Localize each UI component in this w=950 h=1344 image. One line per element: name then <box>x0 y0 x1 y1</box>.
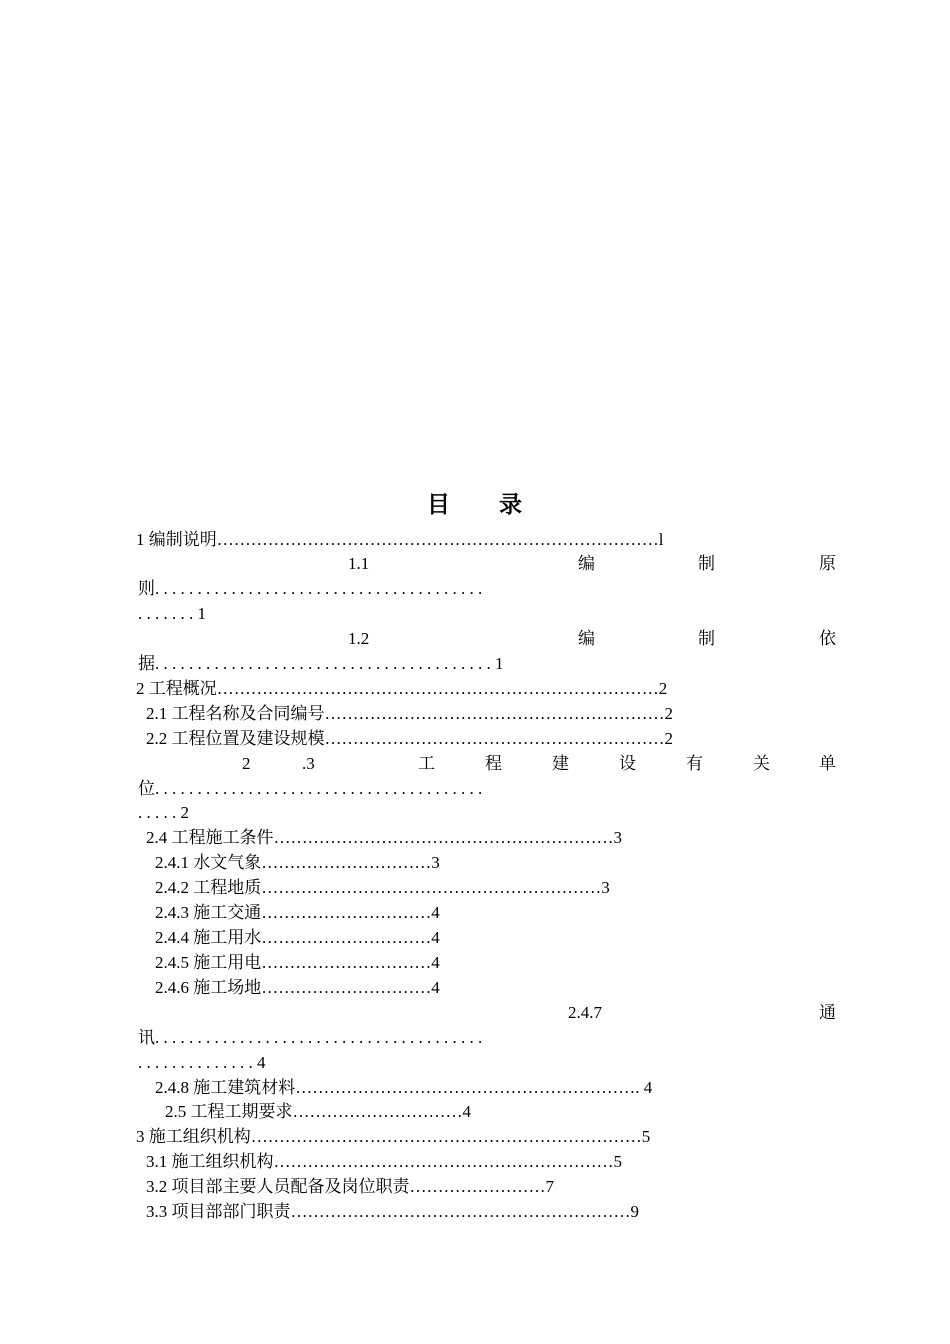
toc-part: 1.1 <box>348 554 370 573</box>
toc-entry-2-3-dots: 位. . . . . . . . . . . . . . . . . . . . . . . . . . . . . . . . . . . . . . . <box>138 779 483 798</box>
toc-part: 建 <box>552 754 569 773</box>
toc-title-char-1: 目 <box>427 492 451 518</box>
toc-part: 编 <box>578 629 595 648</box>
toc-entry-1-1-head[interactable] <box>138 553 838 575</box>
toc-part: 有 <box>686 754 703 773</box>
toc-entry-3-2[interactable]: 3.2 项目部主要人员配备及岗位职责……………………7 <box>146 1177 554 1196</box>
toc-part: 编 <box>578 554 595 573</box>
toc-entry-3-1[interactable]: 3.1 施工组织机构……………………………………………………5 <box>146 1152 622 1171</box>
toc-entry-2-4-5[interactable]: 2.4.5 施工用电…………………………4 <box>155 953 440 972</box>
toc-part: 依 <box>819 629 836 648</box>
toc-entry-2-4-3[interactable]: 2.4.3 施工交通…………………………4 <box>155 903 440 922</box>
toc-part: 1.2 <box>348 629 370 648</box>
toc-entry-2-4-7-head[interactable] <box>138 1002 838 1024</box>
toc-part: 单 <box>819 754 836 773</box>
toc-entry-2-3-head[interactable] <box>138 753 838 775</box>
toc-entry-1-1-dots: 则. . . . . . . . . . . . . . . . . . . . . . . . . . . . . . . . . . . . . . . <box>138 579 483 598</box>
toc-part: 关 <box>753 754 770 773</box>
toc-part: 工 <box>418 754 435 773</box>
toc-entry-2-4-1[interactable]: 2.4.1 水文气象…………………………3 <box>155 853 440 872</box>
toc-entry-2-4-2[interactable]: 2.4.2 工程地质……………………………………………………3 <box>155 878 610 897</box>
toc-entry-1-2-head[interactable] <box>138 628 838 650</box>
toc-part: 制 <box>698 554 715 573</box>
toc-part: .3 <box>302 754 315 773</box>
toc-entry-2-3-page: . . . . . 2 <box>138 803 189 822</box>
toc-entry-2-4-8[interactable]: 2.4.8 施工建筑材料……………………………………………………. 4 <box>155 1078 653 1097</box>
toc-entry-1-1-page: . . . . . . . 1 <box>138 604 206 623</box>
toc-title <box>0 486 950 519</box>
toc-entry-2-4-7-page: . . . . . . . . . . . . . . 4 <box>138 1053 266 1072</box>
toc-entry-2-5[interactable]: 2.5 工程工期要求…………………………4 <box>165 1102 471 1121</box>
toc-part: 2 <box>242 754 251 773</box>
toc-entry-1-2-dots: 据. . . . . . . . . . . . . . . . . . . . . . . . . . . . . . . . . . . . . . . . 1 <box>138 654 504 673</box>
toc-entry-3[interactable]: 3 施工组织机构……………………………………………………………5 <box>136 1127 651 1146</box>
toc-entry-2-4[interactable]: 2.4 工程施工条件……………………………………………………3 <box>146 828 622 847</box>
toc-entry-1[interactable]: 1 编制说明……………………………………………………………………l <box>136 530 664 549</box>
toc-entry-2-4-6[interactable]: 2.4.6 施工场地…………………………4 <box>155 978 440 997</box>
toc-entry-2[interactable]: 2 工程概况……………………………………………………………………2 <box>136 679 668 698</box>
toc-title-char-2: 录 <box>499 492 523 518</box>
toc-part: 通 <box>819 1003 836 1022</box>
toc-part: 程 <box>485 754 502 773</box>
toc-entry-3-3[interactable]: 3.3 项目部部门职责……………………………………………………9 <box>146 1202 639 1221</box>
toc-part: 制 <box>698 629 715 648</box>
toc-entry-2-4-7-dots: 讯. . . . . . . . . . . . . . . . . . . . . . . . . . . . . . . . . . . . . . . <box>138 1028 483 1047</box>
toc-entry-2-2[interactable]: 2.2 工程位置及建设规模……………………………………………………2 <box>146 729 673 748</box>
toc-part: 2.4.7 <box>568 1003 602 1022</box>
toc-entry-2-4-4[interactable]: 2.4.4 施工用水…………………………4 <box>155 928 440 947</box>
toc-entry-2-1[interactable]: 2.1 工程名称及合同编号……………………………………………………2 <box>146 704 673 723</box>
toc-part: 设 <box>619 754 636 773</box>
toc-part: 原 <box>819 554 836 573</box>
